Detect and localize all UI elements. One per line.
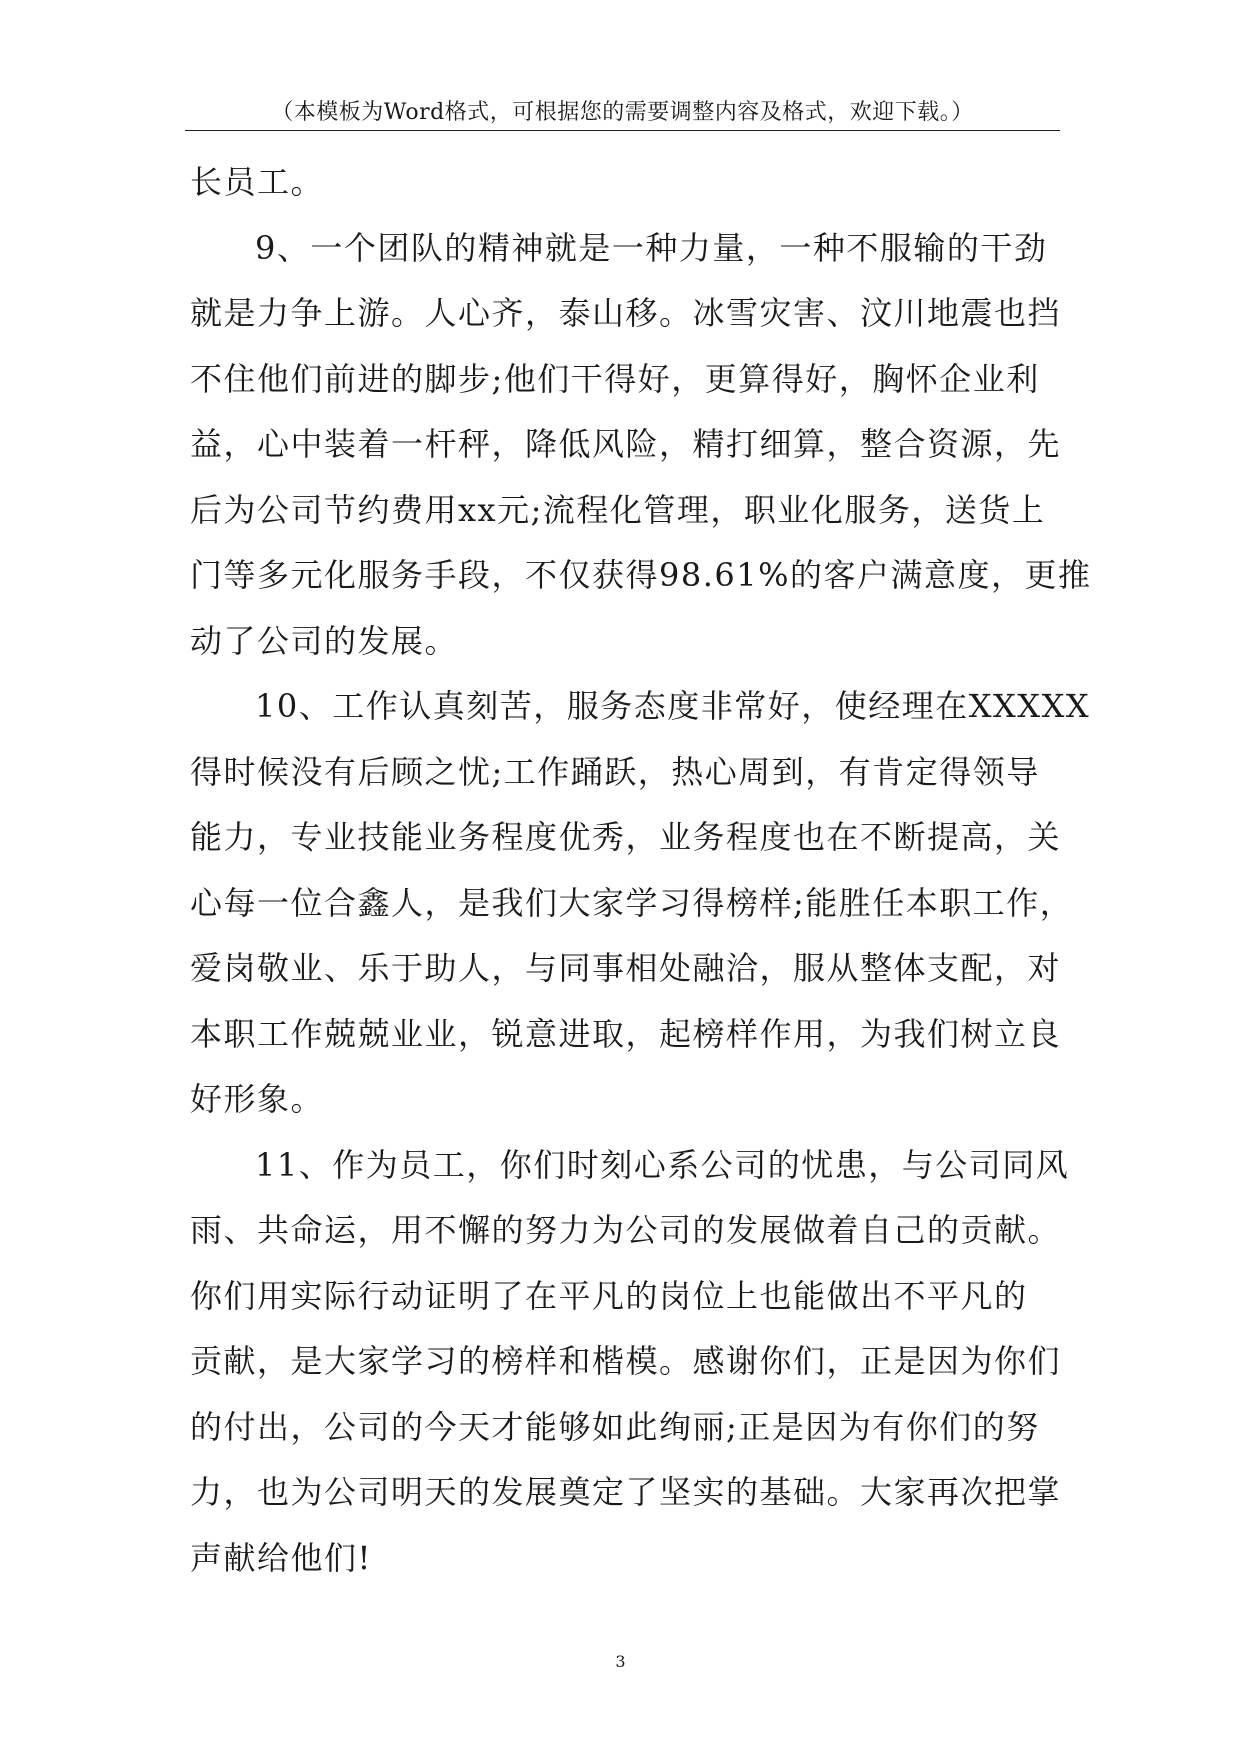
paragraph-line: 贡献，是大家学习的榜样和楷模。感谢你们，正是因为你们 [190, 1342, 1062, 1380]
paragraph-line: 11、作为员工，你们时刻心系公司的忧患，与公司同风 [255, 1145, 1070, 1184]
paragraph-line: 的付出，公司的今天才能够如此绚丽;正是因为有你们的努 [190, 1407, 1040, 1446]
paragraph-p10 [190, 674, 1091, 1133]
paragraph-line: 益，心中装着一杆秤，降低风险，精打细算，整合资源，先 [190, 425, 1062, 463]
page-number: 3 [615, 1652, 626, 1671]
document-body [190, 150, 1092, 1591]
paragraph-line: 9、一个团队的精神就是一种力量，一种不服输的干劲 [255, 228, 1048, 267]
paragraph-line: 后为公司节约费用xx元;流程化管理，职业化服务，送货上 [190, 490, 1046, 529]
paragraph-line: 就是力争上游。人心齐，泰山移。冰雪灾害、汶川地震也挡 [190, 294, 1062, 332]
paragraph-line: 好形象。 [190, 1080, 325, 1118]
paragraph-line: 雨、共命运，用不懈的努力为公司的发展做着自己的贡献。 [190, 1211, 1062, 1249]
paragraph-line: 能力，专业技能业务程度优秀，业务程度也在不断提高，关 [190, 818, 1062, 856]
paragraph-line: 本职工作兢兢业业，锐意进取，起榜样作用，为我们树立良 [190, 1014, 1062, 1053]
paragraph-line: 力，也为公司明天的发展奠定了坚实的基础。大家再次把掌 [190, 1473, 1062, 1511]
paragraph-line: 动了公司的发展。 [190, 621, 459, 660]
paragraph-p11 [190, 1133, 1070, 1592]
paragraph-line: 心每一位合鑫人，是我们大家学习得榜样;能胜任本职工作， [190, 883, 1074, 922]
paragraph-line: 不住他们前进的脚步;他们干得好，更算得好，胸怀企业利 [190, 359, 1040, 398]
paragraph-line: 得时候没有后顾之忧;工作踊跃，热心周到，有肯定得领导 [190, 752, 1040, 791]
header-divider [185, 130, 1060, 131]
paragraph-line: 10、工作认真刻苦，服务态度非常好，使经理在XXXXX [255, 687, 1091, 725]
paragraph-p9 [190, 216, 1092, 675]
paragraph-p8-tail [190, 150, 1070, 216]
paragraph-line: 爱岗敬业、乐于助人，与同事相处融洽，服从整体支配，对 [190, 949, 1062, 987]
paragraph-line: 你们用实际行动证明了在平凡的岗位上也能做出不平凡的 [190, 1276, 1028, 1315]
page-header-note: （本模板为Word格式，可根据您的需要调整内容及格式，欢迎下载。） [271, 100, 974, 125]
paragraph-line: 门等多元化服务手段，不仅获得98.61%的客户满意度，更推 [190, 556, 1092, 594]
paragraph-line: 声献给他们! [190, 1538, 372, 1577]
paragraph-line: 长员工。 [190, 163, 325, 201]
